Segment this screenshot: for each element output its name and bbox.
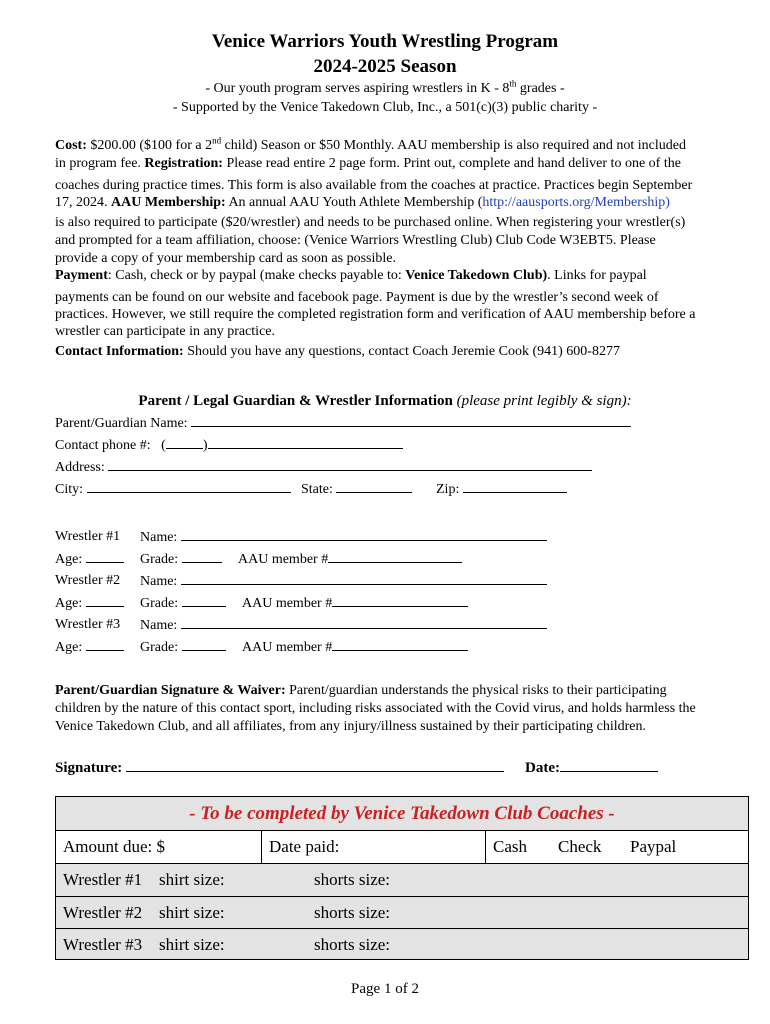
wrestler-2-name-field[interactable] — [181, 572, 547, 585]
cash-option[interactable]: Cash — [493, 837, 527, 856]
info-line-9: payments can be found on our website and facebook page. Payment is due by the wrestler’s second week of — [55, 290, 659, 305]
wrestler-3-age-field[interactable] — [86, 638, 124, 651]
shorts-size-label: shorts size: — [314, 903, 391, 922]
address-row: Address: — [55, 458, 592, 476]
wrestler-3-name-row: Name: — [140, 616, 547, 634]
shorts-size-label: shorts size: — [314, 935, 391, 954]
wrestler-1-aau-row: AAU member # — [238, 550, 462, 568]
wrestler-1-age-field[interactable] — [86, 550, 124, 563]
wrestler-2-aau-field[interactable] — [332, 594, 468, 607]
payment-line: Payment: Cash, check or by paypal (make checks payable to: Venice Takedown Club). Links for paypal — [55, 268, 647, 283]
divider — [261, 831, 262, 863]
check-option[interactable]: Check — [558, 837, 602, 856]
wrestler-2-grade-field[interactable] — [182, 594, 226, 607]
wrestler-1-aau-field[interactable] — [328, 550, 462, 563]
paypal-option[interactable]: Paypal — [630, 837, 677, 856]
wrestler-1-size-row — [56, 864, 748, 897]
state-row: State: — [301, 480, 412, 498]
signature-row: Signature: — [55, 759, 504, 777]
guardian-name-row: Parent/Guardian Name: — [55, 414, 631, 432]
signature-field[interactable] — [126, 759, 504, 772]
address-field[interactable] — [108, 458, 592, 471]
wrestler-1-grade-row: Grade: — [140, 550, 222, 568]
amount-due-label: Amount due: $ — [63, 837, 165, 856]
waiver-line-3: Venice Takedown Club, and all affiliates, from any injury/illness sustained by their participating children. — [55, 719, 647, 734]
divider — [485, 831, 486, 863]
date-field[interactable] — [560, 759, 658, 772]
wrestler-2-age-row: Age: — [55, 594, 124, 612]
wrestler-1-grade-field[interactable] — [182, 550, 222, 563]
info-line-11: wrestler can participate in any practice. — [55, 324, 275, 339]
season-title: 2024-2025 Season — [313, 56, 457, 77]
wrestler-3-grade-row: Grade: — [140, 638, 226, 656]
guardian-section-title: Parent / Legal Guardian & Wrestler Information (please print legibly & sign): — [138, 393, 632, 409]
phone-area-code-field[interactable] — [166, 436, 203, 449]
wrestler-3-grade-field[interactable] — [182, 638, 226, 651]
coaches-box — [55, 796, 749, 960]
coaches-box-title: - To be completed by Venice Takedown Club Coaches - — [56, 797, 748, 831]
size-row-wrestler-label: Wrestler #1 — [63, 870, 143, 889]
guardian-name-field[interactable] — [191, 414, 631, 427]
size-row-wrestler-label: Wrestler #3 — [63, 935, 143, 954]
info-line-3: coaches during practice times. This form is also available from the coaches at practice. Practices begin September — [55, 178, 693, 193]
state-field[interactable] — [336, 480, 412, 493]
wrestler-1-name-field[interactable] — [181, 528, 547, 541]
wrestler-2-label: Wrestler #2 — [55, 573, 121, 588]
wrestler-3-size-row — [56, 929, 748, 959]
cost-line: Cost: $200.00 ($100 for a 2nd child) Season or $50 Monthly. AAU membership is also required and not included — [55, 135, 686, 153]
date-paid-label: Date paid: — [269, 837, 340, 856]
info-line-7: provide a copy of your membership card as soon as possible. — [55, 251, 396, 266]
registration-line: in program fee. Registration: Please read entire 2 page form. Print out, complete and hand deliver to one of the — [55, 156, 681, 171]
phone-number-field[interactable] — [208, 436, 403, 449]
contact-line: Contact Information: Should you have any questions, contact Coach Jeremie Cook (941) 600-8277 — [55, 344, 620, 359]
shirt-size-label: shirt size: — [159, 903, 225, 922]
wrestler-2-size-row — [56, 897, 748, 929]
waiver-line-1: Parent/Guardian Signature & Waiver: Parent/guardian understands the physical risks to their participating — [55, 683, 667, 698]
wrestler-2-grade-row: Grade: — [140, 594, 226, 612]
city-field[interactable] — [87, 480, 291, 493]
contact-phone-row: Contact phone #: ( ) — [55, 436, 403, 454]
info-line-10: practices. However, we still require the completed registration form and verification of AAU membership before a — [55, 307, 696, 322]
waiver-line-2: children by the nature of this contact sport, including risks associated with the Covid virus, and holds harmless the — [55, 701, 696, 716]
wrestler-1-name-row: Name: — [140, 528, 547, 546]
city-row: City: — [55, 480, 291, 498]
wrestler-3-age-row: Age: — [55, 638, 124, 656]
zip-field[interactable] — [463, 480, 567, 493]
wrestler-3-label: Wrestler #3 — [55, 617, 121, 632]
shirt-size-label: shirt size: — [159, 870, 225, 889]
wrestler-3-aau-row: AAU member # — [242, 638, 468, 656]
program-subtitle-grades: - Our youth program serves aspiring wrestlers in K - 8th grades - — [205, 78, 565, 96]
program-subtitle-charity: - Supported by the Venice Takedown Club, Inc., a 501(c)(3) public charity - — [172, 100, 598, 115]
page-number: Page 1 of 2 — [351, 981, 419, 997]
shirt-size-label: shirt size: — [159, 935, 225, 954]
info-line-6: and prompted for a team affiliation, choose: (Venice Warriors Wrestling Club) Club Code W3EBT5. Please — [55, 233, 656, 248]
wrestler-2-name-row: Name: — [140, 572, 547, 590]
wrestler-3-aau-field[interactable] — [332, 638, 468, 651]
zip-row: Zip: — [436, 480, 567, 498]
wrestler-2-age-field[interactable] — [86, 594, 124, 607]
wrestler-1-age-row: Age: — [55, 550, 124, 568]
payment-row — [56, 831, 748, 864]
size-row-wrestler-label: Wrestler #2 — [63, 903, 143, 922]
shorts-size-label: shorts size: — [314, 870, 391, 889]
aau-membership-link[interactable]: http://aausports.org/Membership) — [482, 195, 670, 210]
aau-membership-line: 17, 2024. AAU Membership: An annual AAU Youth Athlete Membership (http://aausports.org/Membership) — [55, 195, 670, 210]
wrestler-2-aau-row: AAU member # — [242, 594, 468, 612]
info-line-5: is also required to participate ($20/wrestler) and needs to be purchased online. When registering your wrestler(s) — [55, 215, 686, 230]
wrestler-3-name-field[interactable] — [181, 616, 547, 629]
wrestler-1-label: Wrestler #1 — [55, 529, 121, 544]
program-title: Venice Warriors Youth Wrestling Program — [211, 31, 559, 52]
date-row: Date: — [525, 759, 658, 777]
